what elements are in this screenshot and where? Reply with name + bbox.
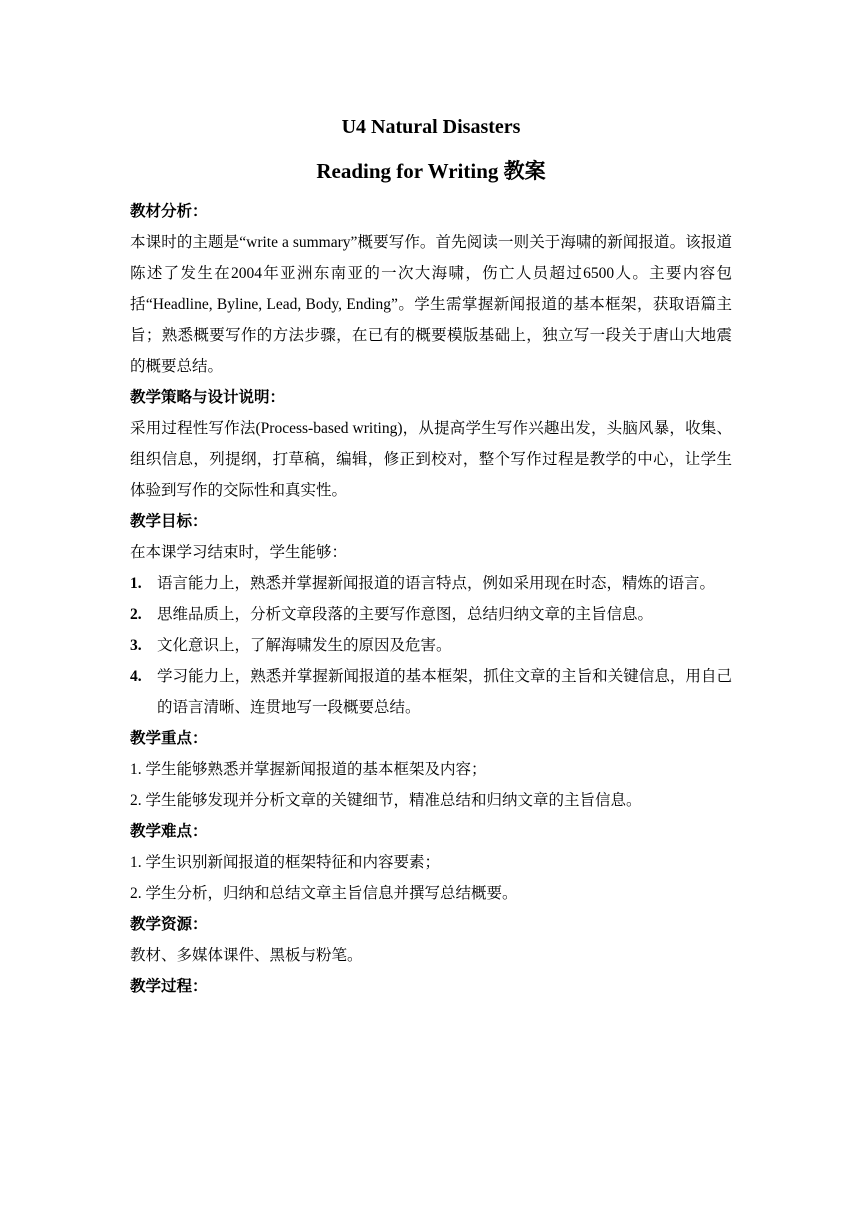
objectives-heading: 教学目标： — [130, 513, 208, 530]
analysis-text: 本课时的主题是“write a summary”概要写作。首先阅读一则关于海啸的新闻报道。该报道陈述了发生在2004年亚洲东南亚的一次大海啸，伤亡人员超过6500人。主要内容包括“Headline, Byline, Lead, Body, Ending”。学生需掌握新闻报道的基本框架，获取语篇主旨；熟悉概要写作的方法步骤，在已有的概要模版基础上，独立写一段关于唐山大地震的概要总结。 — [130, 234, 732, 375]
difficulties-heading: 教学难点： — [130, 823, 208, 840]
objective-text: 文化意识上，了解海啸发生的原因及危害。 — [157, 637, 452, 654]
objective-number: 3. — [130, 637, 142, 654]
difficulty-item: 2. 学生分析，归纳和总结文章主旨信息并撰写总结概要。 — [130, 885, 518, 902]
objectives-list — [130, 568, 732, 723]
document-subtitle: Reading for Writing 教案 — [316, 159, 546, 183]
objective-text: 思维品质上，分析文章段落的主要写作意图，总结归纳文章的主旨信息。 — [157, 606, 654, 623]
strategy-heading: 教学策略与设计说明： — [130, 389, 286, 406]
objective-text: 学习能力上，熟悉并掌握新闻报道的基本框架，抓住文章的主旨和关键信息，用自己的语言清晰、连贯地写一段概要总结。 — [157, 668, 732, 716]
document-page — [130, 113, 732, 1002]
analysis-heading: 教材分析： — [130, 203, 208, 220]
difficulty-item: 1. 学生识别新闻报道的框架特征和内容要素； — [130, 854, 441, 871]
objective-number: 4. — [130, 668, 142, 685]
key-points-heading: 教学重点： — [130, 730, 208, 747]
objective-number: 2. — [130, 606, 142, 623]
strategy-text: 采用过程性写作法(Process-based writing)，从提高学生写作兴趣出发，头脑风暴，收集、组织信息，列提纲，打草稿，编辑，修正到校对，整个写作过程是教学的中心，让学生体验到写作的交际性和真实性。 — [130, 420, 732, 499]
resources-heading: 教学资源： — [130, 916, 208, 933]
resources-text: 教材、多媒体课件、黑板与粉笔。 — [130, 947, 363, 964]
key-point-item: 2. 学生能够发现并分析文章的关键细节，精准总结和归纳文章的主旨信息。 — [130, 792, 642, 809]
objective-item — [130, 599, 732, 630]
objective-number: 1. — [130, 575, 142, 592]
objectives-intro: 在本课学习结束时，学生能够： — [130, 544, 348, 561]
objective-item — [130, 661, 732, 723]
objective-item — [130, 630, 732, 661]
document-title: U4 Natural Disasters — [341, 116, 521, 138]
process-heading: 教学过程： — [130, 978, 208, 995]
objective-text: 语言能力上，熟悉并掌握新闻报道的语言特点，例如采用现在时态，精炼的语言。 — [157, 575, 716, 592]
objective-item — [130, 568, 732, 599]
key-point-item: 1. 学生能够熟悉并掌握新闻报道的基本框架及内容； — [130, 761, 487, 778]
